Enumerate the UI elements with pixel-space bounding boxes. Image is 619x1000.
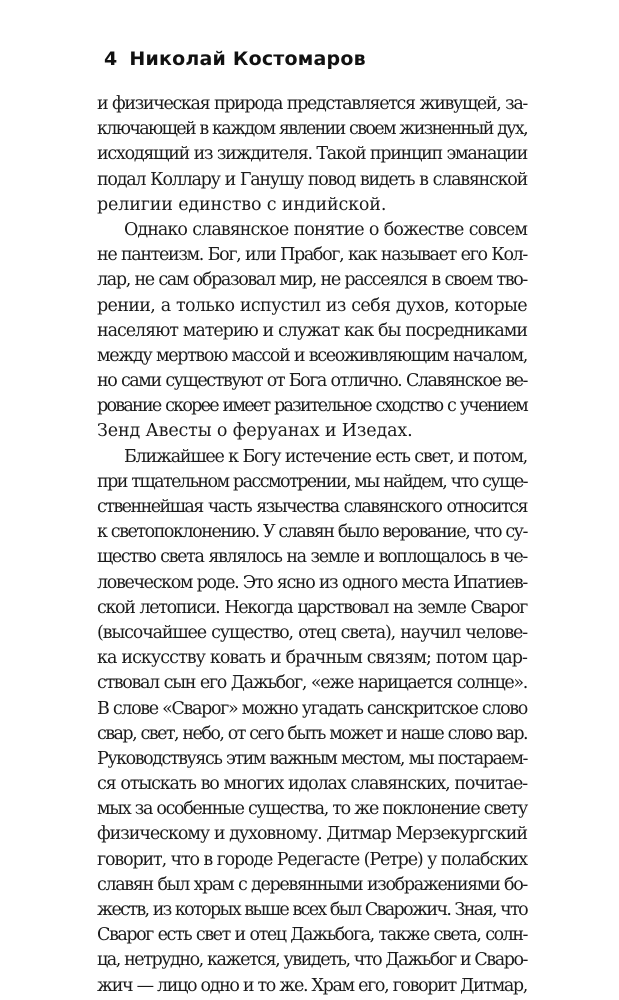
- text-line: говорит, что в городе Редегасте (Ретре) у полабских: [97, 849, 527, 870]
- body-text: [97, 92, 527, 999]
- paragraph: [97, 92, 527, 218]
- text-line: Однако славянское понятие о божестве совсем: [124, 219, 527, 240]
- text-line: населяют материю и служат как бы посредниками: [97, 320, 527, 341]
- text-line: рении, а только испустил из себя духов, которые: [97, 295, 527, 316]
- text-line: свар, свет, небо, от сего быть может и наше слово вар.: [97, 723, 527, 744]
- text-line: ловеческом роде. Это ясно из одного места Ипатиев-: [97, 572, 527, 593]
- text-line: мых за особенные существа, то же поклонение свету: [97, 799, 527, 820]
- text-line: подал Коллару и Ганушу повод видеть в славянской: [97, 169, 527, 190]
- paragraph: [97, 445, 527, 999]
- text-line: ка искусству ковать и брачным связям; потом цар-: [97, 648, 527, 669]
- text-line: жеств, из которых выше всех был Сварожич. Зная, что: [97, 900, 527, 920]
- text-line: ца, нетрудно, кажется, увидеть, что Дажьбог и Сваро-: [97, 950, 527, 971]
- text-line: В слове «Сварог» можно угадать санскритское слово: [97, 698, 527, 719]
- text-line: лар, не сам образовал мир, не рассеялся в своем тво-: [97, 270, 527, 291]
- text-line: религии единство с индийской.: [97, 194, 387, 215]
- text-line: рование скорее имеет разительное сходство с учением: [97, 396, 527, 417]
- text-line: к светопоклонению. У славян было верование, что су-: [97, 522, 527, 543]
- text-line: и физическая природа представляется живущей, за-: [97, 94, 527, 114]
- text-line: ся отыскать во многих идолах славянских, почитае-: [97, 774, 527, 795]
- page-number: 4: [104, 48, 118, 70]
- text-line: ственнейшая часть язычества славянского относится: [97, 497, 527, 517]
- text-line: Руководствуясь этим важным местом, мы постараем-: [97, 748, 527, 769]
- text-line: славян был храм с деревянными изображениями бо-: [97, 874, 527, 895]
- author-name: Николай Костомаров: [129, 48, 366, 70]
- running-header: [104, 48, 366, 70]
- text-line: физическому и духовному. Дитмар Мерзекургский: [97, 824, 527, 845]
- text-line: щество света являлось на земле и воплощалось в че-: [97, 547, 527, 568]
- text-line: ской летописи. Некогда царствовал на земле Сварог: [97, 597, 527, 618]
- paragraph: [97, 218, 527, 445]
- text-line: но сами существуют от Бога отлично. Славянское ве-: [97, 371, 527, 392]
- text-line: между мертвою массой и всеоживляющим началом,: [97, 345, 527, 366]
- text-line: Ближайшее к Богу истечение есть свет, и потом,: [124, 446, 527, 467]
- text-line: не пантеизм. Бог, или Прабог, как называет его Кол-: [97, 245, 527, 266]
- text-line: при тщательном рассмотрении, мы найдем, что суще-: [97, 471, 527, 492]
- text-line: (высочайшее существо, отец света), научил челове-: [97, 622, 527, 643]
- text-line: исходящий из зиждителя. Такой принцип эманации: [97, 144, 527, 165]
- text-line: жич — лицо одно и то же. Храм его, говорит Дитмар,: [97, 975, 527, 996]
- text-line: Зенд Авесты о феруанах и Изедах.: [97, 421, 413, 442]
- text-line: ствовал сын его Дажьбог, «еже нарицается солнце».: [97, 673, 527, 694]
- text-line: Сварог есть свет и отец Дажьбога, также света, солн-: [97, 925, 527, 946]
- text-line: ключающей в каждом явлении своем жизненный дух,: [97, 119, 527, 140]
